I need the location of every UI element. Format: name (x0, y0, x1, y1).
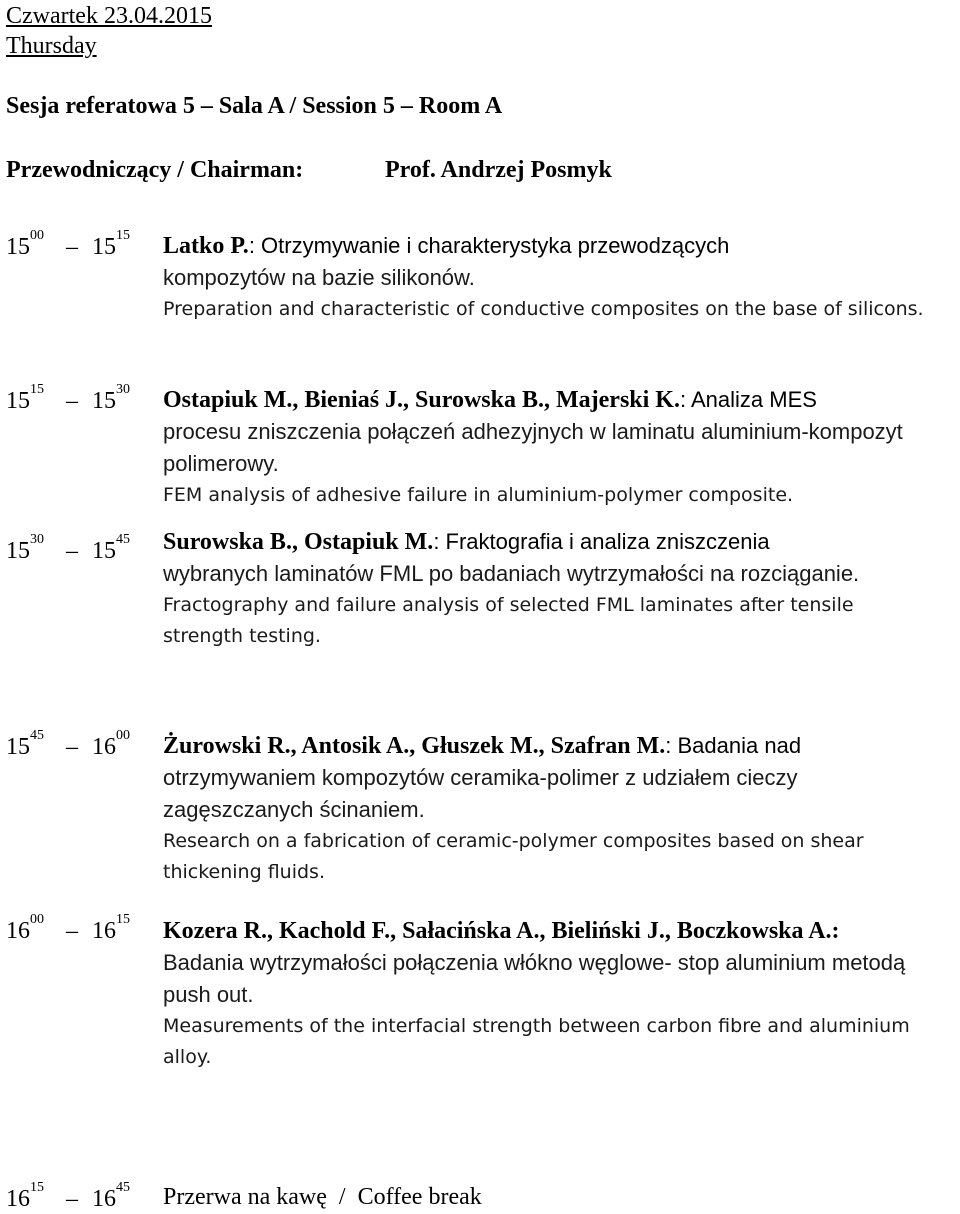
chairman-label: Przewodniczący / Chairman: (6, 157, 304, 183)
time-range: $15^{30} - 15^{45}$ (6, 532, 130, 564)
title-polish-start: : Analiza MES (679, 387, 817, 412)
title-english: FEM analysis of adhesive failure in aluminium-polymer composite. (163, 484, 794, 506)
presentation-entry (163, 915, 953, 1073)
coffee-break-label-polish: Przerwa na kawę (163, 1184, 327, 1210)
date-line: Czwartek 23.04.2015 (6, 3, 212, 29)
presentation-entry (163, 730, 953, 888)
authors: Ostapiuk M., Bieniaś J., Surowska B., Majerski K. (163, 387, 680, 413)
presentation-entry (163, 384, 953, 511)
title-polish-start: : Fraktografia i analiza zniszczenia (433, 529, 770, 554)
coffee-break (163, 1184, 482, 1211)
title-polish: otrzymywaniem kompozytów ceramika-polimer z udziałem cieczy zagęszczanych ścinaniem. (163, 765, 798, 822)
title-english: Research on a fabrication of ceramic-polymer composites based on shear thickening fluids. (163, 830, 864, 883)
authors: Kozera R., Kachold F., Sałacińska A., Bieliński J., Boczkowska A.: (163, 918, 840, 944)
title-english: Measurements of the interfacial strength between carbon fibre and aluminium alloy. (163, 1015, 910, 1068)
title-polish: Badania wytrzymałości połączenia włókno węglowe- stop aluminium metodą push out. (163, 950, 906, 1007)
presentation-entry (163, 526, 953, 652)
time-range: $15^{15} - 15^{30}$ (6, 382, 130, 414)
coffee-break-label-english: Coffee break (357, 1184, 482, 1210)
coffee-break-separator: / (338, 1184, 346, 1210)
title-english: Fractography and failure analysis of selected FML laminates after tensile (163, 594, 854, 616)
authors: Latko P. (163, 233, 249, 259)
title-polish: procesu zniszczenia połączeń adhezyjnych w laminatu aluminium-kompozyt polimerowy. (163, 419, 903, 476)
authors: Żurowski R., Antosik A., Głuszek M., Szafran M. (163, 733, 666, 759)
presentation-entry (163, 230, 953, 325)
title-polish: kompozytów na bazie silikonów. (163, 265, 475, 290)
title-polish: wybranych laminatów FML po badaniach wytrzymałości na rozciąganie. (163, 561, 860, 586)
session-title: Sesja referatowa 5 – Sala A / Session 5 – Room A (6, 93, 503, 119)
time-range: $15^{00} - 15^{15}$ (6, 228, 130, 260)
title-polish-start: : Badania nad (665, 733, 802, 758)
time-range: $15^{45} - 16^{00}$ (6, 728, 130, 760)
time-range: $16^{15} - 16^{45}$ (6, 1180, 130, 1212)
title-polish-start: : Otrzymywanie i charakterystyka przewodzących (248, 233, 730, 258)
authors: Surowska B., Ostapiuk M. (163, 529, 434, 555)
title-english-continued: strength testing. (163, 625, 321, 647)
chairman-name: Prof. Andrzej Posmyk (385, 157, 612, 183)
day-english: Thursday (6, 33, 97, 59)
time-range: $16^{00} - 16^{15}$ (6, 912, 130, 944)
title-english: Preparation and characteristic of conductive composites on the base of silicons. (163, 298, 924, 320)
